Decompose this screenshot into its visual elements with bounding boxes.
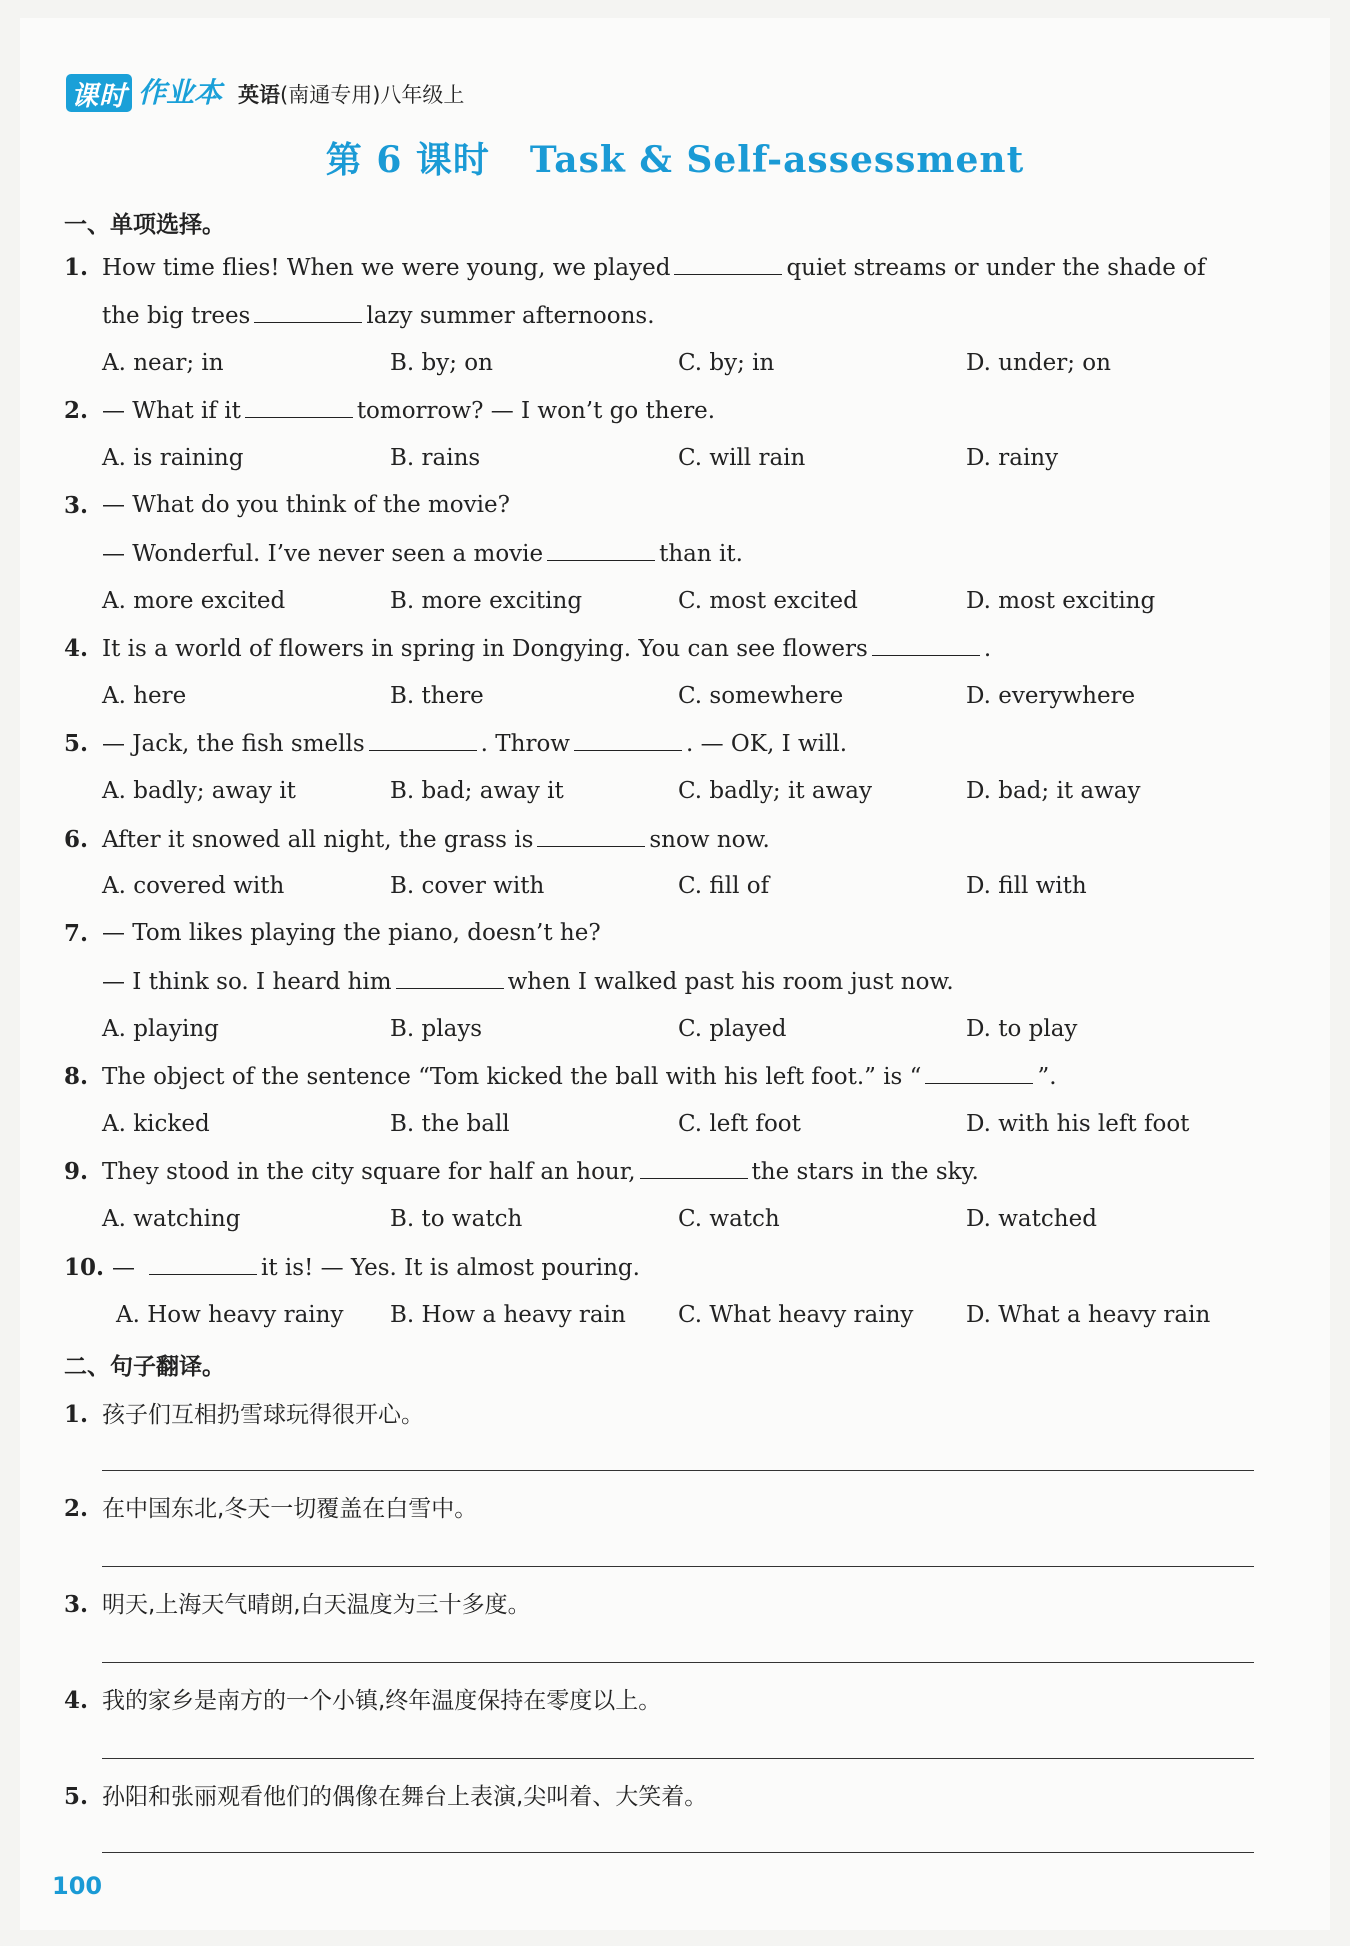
section-2-title: 二、句子翻译。	[64, 1354, 225, 1380]
answer-blank	[547, 540, 655, 561]
question-3: 3. — What do you think of the movie?	[64, 492, 510, 519]
translation-4: 4. 我的家乡是南方的一个小镇,终年温度保持在零度以上。	[64, 1687, 662, 1714]
answer-line[interactable]	[102, 1758, 1254, 1759]
edition: (南通专用)八年级上	[280, 83, 465, 107]
translation-2: 2. 在中国东北,冬天一切覆盖在白雪中。	[64, 1495, 478, 1522]
answer-blank	[872, 635, 980, 656]
section-1-title: 一、单项选择。	[64, 212, 225, 238]
question-6: 6. After it snowed all night, the grass is snow now.	[64, 826, 770, 853]
subject: 英语	[238, 83, 281, 107]
question-7: 7. — Tom likes playing the piano, doesn’t he?	[64, 920, 601, 947]
lesson-number: 第 6 课时	[325, 139, 490, 181]
answer-blank	[674, 254, 782, 275]
question-8: 8. The object of the sentence “Tom kicked the ball with his left foot.” is “ ”.	[64, 1063, 1057, 1090]
answer-blank	[369, 730, 477, 751]
question-1: 1. How time flies! When we were young, we played quiet streams or under the shade of	[64, 254, 1206, 281]
answer-line[interactable]	[102, 1852, 1254, 1853]
translation-5: 5. 孙阳和张丽观看他们的偶像在舞台上表演,尖叫着、大笑着。	[64, 1783, 708, 1810]
book-title	[238, 78, 464, 112]
answer-blank	[574, 730, 682, 751]
logo-box: 课时	[66, 74, 132, 112]
answer-blank	[254, 302, 362, 323]
answer-blank	[396, 968, 504, 989]
answer-blank	[537, 826, 645, 847]
question-5: 5. — Jack, the fish smells . Throw . — OK, I will.	[64, 730, 848, 757]
answer-line[interactable]	[102, 1566, 1254, 1567]
question-10: 10. — it is! — Yes. It is almost pouring.	[64, 1254, 640, 1281]
answer-blank	[925, 1063, 1033, 1084]
answer-blank	[245, 397, 353, 418]
translation-1: 1. 孩子们互相扔雪球玩得很开心。	[64, 1401, 424, 1428]
answer-line[interactable]	[102, 1662, 1254, 1663]
page-number: 100	[52, 1872, 103, 1900]
answer-line[interactable]	[102, 1470, 1254, 1471]
question-9: 9. They stood in the city square for half an hour, the stars in the sky.	[64, 1158, 979, 1185]
book-header	[66, 72, 464, 112]
lesson-title	[0, 132, 1350, 183]
question-2: 2. — What if it tomorrow? — I won’t go there.	[64, 397, 716, 424]
translation-3: 3. 明天,上海天气晴朗,白天温度为三十多度。	[64, 1591, 531, 1618]
lesson-name: Task & Self-assessment	[529, 139, 1025, 181]
answer-blank	[149, 1254, 257, 1275]
answer-blank	[640, 1158, 748, 1179]
logo-text: 作业本	[138, 76, 223, 109]
question-4: 4. It is a world of flowers in spring in Dongying. You can see flowers .	[64, 635, 992, 662]
